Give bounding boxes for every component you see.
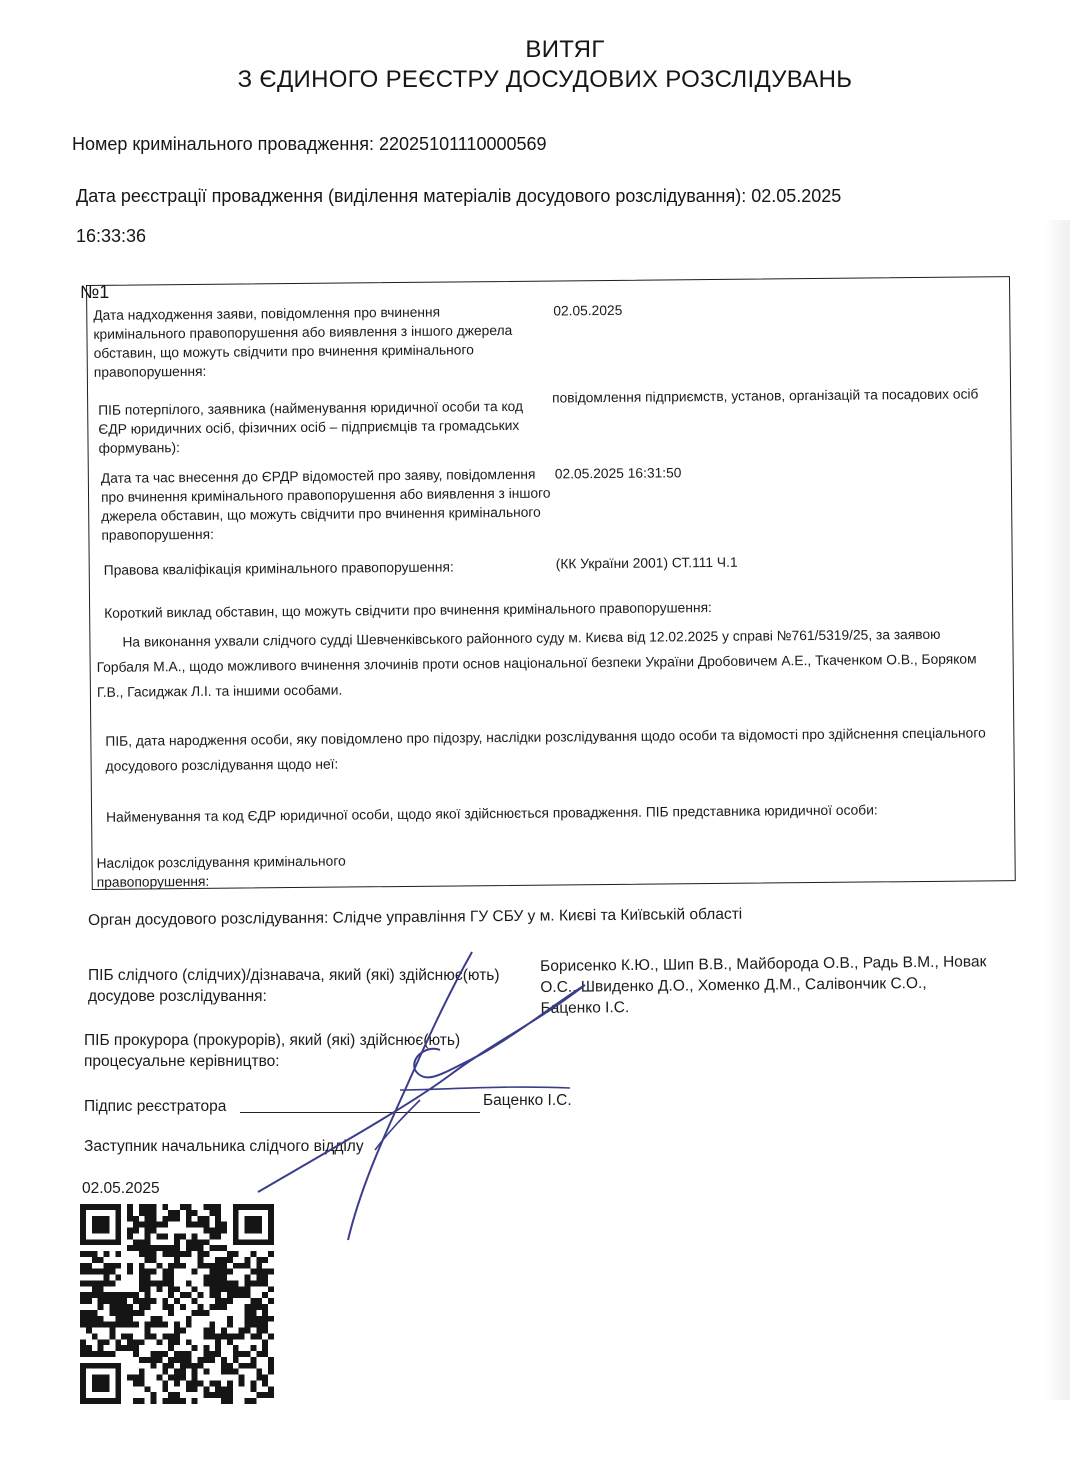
handwritten-signature bbox=[240, 950, 620, 1250]
registrar-signature-label: Підпис реєстратора bbox=[84, 1098, 227, 1115]
entry-number: №1 bbox=[80, 282, 110, 302]
field-circumstances-body: На виконання ухвали слідчого судді Шевченківського районного суду м. Києва від 12.02.2025 у справі №761/5319/25, за заявою Горбаля М.А., щодо можливого вчинення злочинів проти основ національної безпеки України Дробовичем А.Е., Ткаченком О.В., Боряком Г.В., Гасиджак Л.І. та іншими особами. bbox=[96, 626, 977, 700]
investigators-label: ПІБ слідчого (слідчих)/дізнавача, який (які) здійснює(ють) досудове розслідування: bbox=[88, 967, 500, 1005]
field-result-label: Наслідок розслідування кримінального правопорушення: bbox=[96, 853, 346, 890]
entry-box bbox=[86, 276, 1016, 890]
prosecutors-label: ПІБ прокурора (прокурорів), який (які) здійснює(ють) процесуальне керівництво: bbox=[84, 1032, 461, 1070]
field-qualification-value: (КК України 2001) СТ.111 Ч.1 bbox=[555, 554, 738, 572]
registration-date: Дата реєстрації провадження (виділення матеріалів досудового розслідування): 02.05.2025 bbox=[76, 186, 842, 206]
field-circumstances-text bbox=[96, 621, 997, 705]
field-circumstances-label: Короткий виклад обставин, що можуть свідчити про вчинення кримінального правопорушення: bbox=[104, 600, 712, 621]
investigation-organ: Орган досудового розслідування: Слідче управління ГУ СБУ у м. Києві та Київській області bbox=[88, 905, 743, 929]
field-receipt-date-label: Дата надходження заяви, повідомлення про вчинення кримінального правопорушення або виявлення з іншого джерела обставин, що можуть свідчити про вчинення кримінального правопорушення: bbox=[93, 304, 513, 380]
registrar-name: Баценко І.С. bbox=[483, 1092, 572, 1109]
document-date: 02.05.2025 bbox=[82, 1180, 160, 1197]
field-legal-entity-label: Найменування та код ЄДР юридичної особи, щодо якої здійснюється провадження. ПІБ представника юридичної особи: bbox=[106, 802, 878, 825]
field-victim-label: ПІБ потерпілого, заявника (найменування юридичної особи та код ЄДР юридичних осіб, фізичних осіб – підприємців та громадських формувань): bbox=[98, 398, 524, 456]
case-number: Номер кримінального провадження: 22025101110000569 bbox=[72, 134, 547, 154]
registration-time: 16:33:36 bbox=[76, 226, 147, 246]
field-suspect-label: ПІБ, дата народження особи, яку повідомлено про підозру, наслідки розслідування щодо особи та відомості про здійснення спеціального досудового розслідування щодо неї: bbox=[105, 725, 986, 774]
document-subtitle: З ЄДИНОГО РЕЄСТРУ ДОСУДОВИХ РОЗСЛІДУВАНЬ bbox=[237, 66, 853, 93]
field-entry-datetime-label: Дата та час внесення до ЄРДР відомостей про заяву, повідомлення про вчинення кримінального правопорушення або виявлення з іншого джерела обставин, що можуть свідчити про вчинення кримінального правопорушення: bbox=[100, 466, 551, 543]
field-qualification-label: Правова кваліфікація кримінального правопорушення: bbox=[103, 559, 454, 578]
field-receipt-date-value: 02.05.2025 bbox=[553, 302, 623, 319]
page-edge-shadow bbox=[1044, 220, 1070, 1400]
field-entry-datetime-value: 02.05.2025 16:31:50 bbox=[554, 465, 682, 482]
field-victim-value: повідомлення підприємств, установ, організацій та посадових осіб bbox=[552, 386, 979, 406]
investigators-value: Борисенко К.Ю., Шип В.В., Майборода О.В., Радь В.М., Новак О.С., Швиденко Д.О., Хоменко Д.М., Салівончик С.О., Баценко І.С. bbox=[540, 953, 987, 1017]
document-title: ВИТЯГ bbox=[525, 36, 605, 63]
deputy-head-label: Заступник начальника слідчого відділу bbox=[84, 1138, 364, 1155]
qr-code bbox=[80, 1203, 274, 1405]
